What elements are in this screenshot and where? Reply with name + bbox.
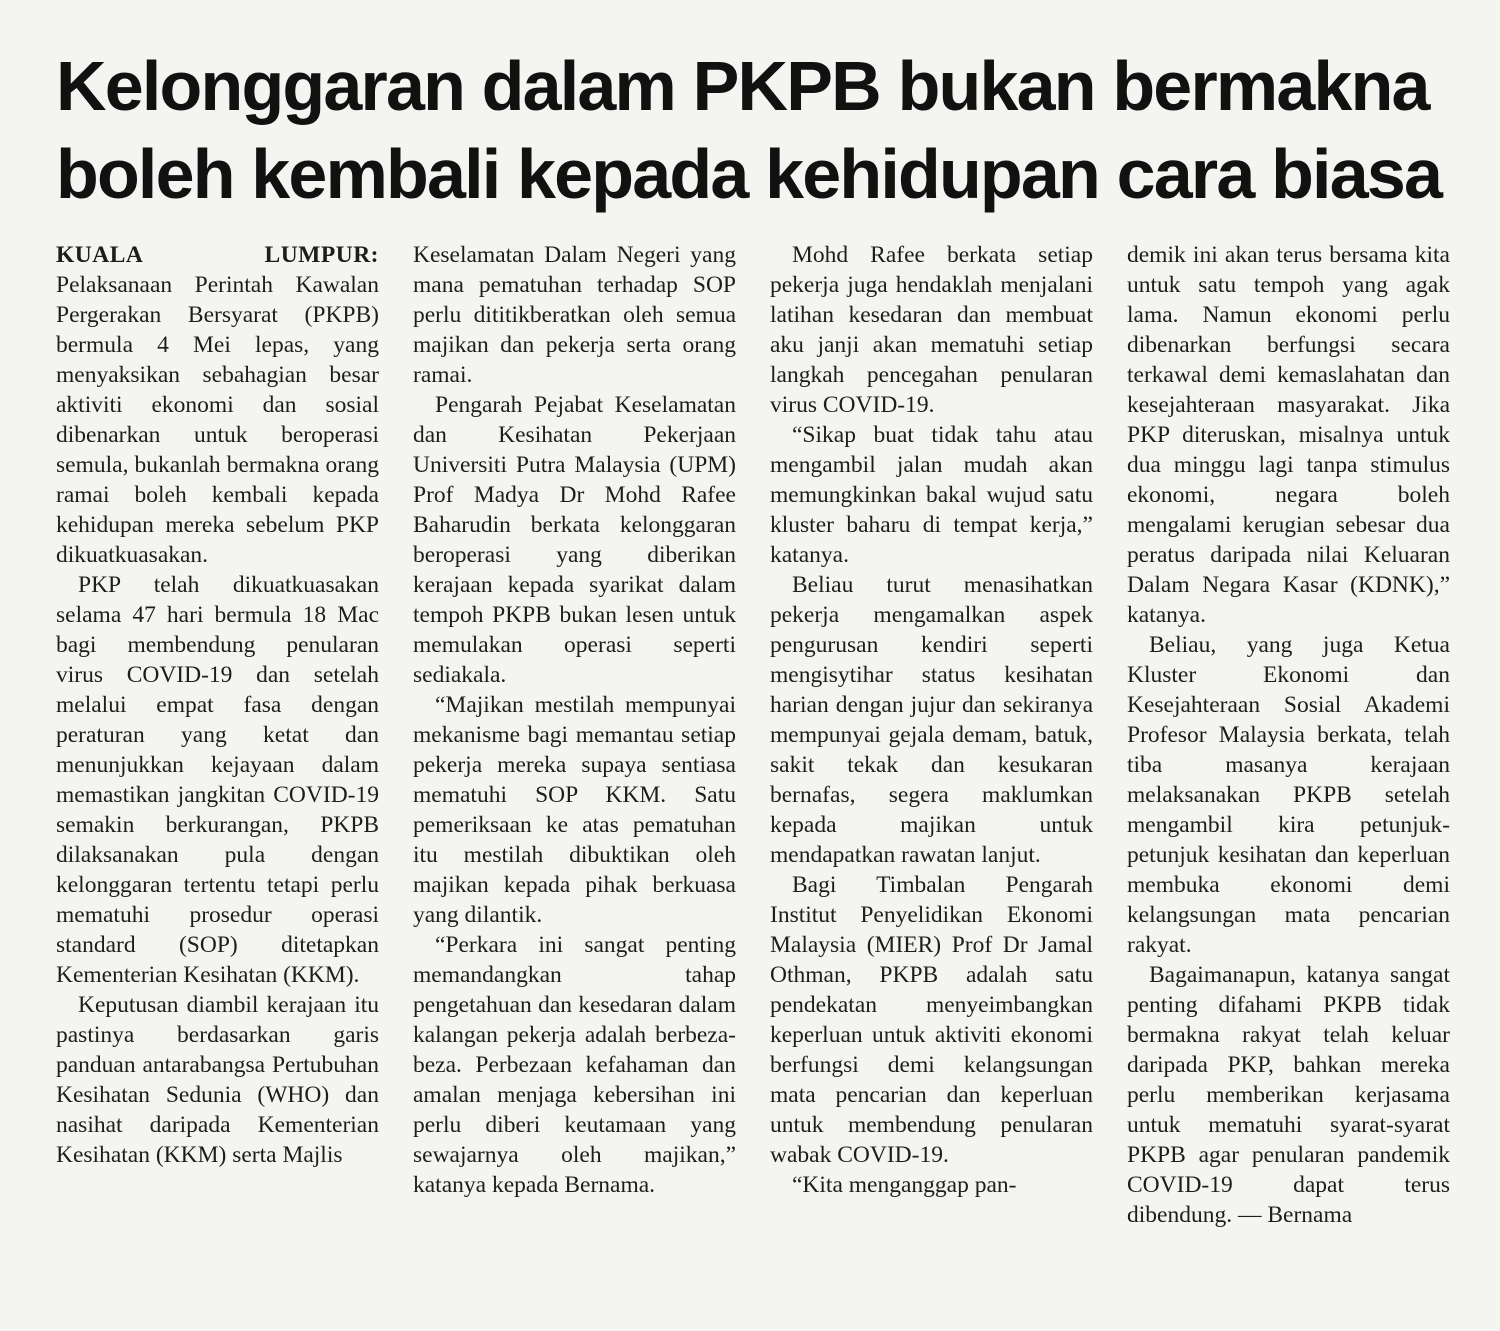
paragraph-8: “Sikap buat tidak tahu atau mengambil jalan mudah akan memungkinkan bakal wujud satu kluster baharu di tempat kerja,” katanya. (770, 422, 1093, 568)
paragraph-6: “Perkara ini sangat penting memandangkan tahap pengetahuan dan kesedaran dalam kalangan pekerja adalah berbeza-beza. Perbezaan kefahaman dan amalan menjaga kebersihan ini perlu diberi keutamaan yang sewajarnya oleh majikan,” katanya kepada Bernama. (413, 932, 736, 1198)
paragraph-4: Pengarah Pejabat Keselamatan dan Kesihatan Pekerjaan Universiti Putra Malaysia (UPM) Prof Madya Dr Mohd Rafee Baharudin berkata kelonggaran beroperasi yang diberikan kerajaan kepada syarikat dalam tempoh PKPB bukan lesen untuk memulakan operasi seperti sediakala. (413, 392, 736, 688)
paragraph-3-continued: Keselamatan Dalam Negeri yang mana pematuhan terhadap SOP perlu dititikberatkan oleh semua majikan dan pekerja serta orang ramai. (413, 242, 736, 388)
column-1 (56, 240, 379, 1290)
column-2 (413, 240, 736, 1290)
paragraph-12: Beliau, yang juga Ketua Kluster Ekonomi dan Kesejahteraan Sosial Akademi Profesor Malaysia berkata, telah tiba masanya kerajaan melaksanakan PKPB setelah mengambil kira petunjuk-petunjuk kesihatan dan keperluan membuka ekonomi demi kelangsungan mata pencarian rakyat. (1127, 632, 1450, 958)
paragraph-3: Keputusan diambil kerajaan itu pastinya berdasarkan garis panduan antarabangsa Pertubuhan Kesihatan Sedunia (WHO) dan nasihat daripada Kementerian Kesihatan (KKM) serta Majlis (56, 992, 379, 1168)
article-body (56, 240, 1450, 1290)
paragraph-11-continued: demik ini akan terus bersama kita untuk satu tempoh yang agak lama. Namun ekonomi perlu dibenarkan berfungsi secara terkawal demi kemaslahatan dan kesejahteraan masyarakat. Jika PKP diteruskan, misalnya untuk dua minggu lagi tanpa stimulus ekonomi, negara boleh mengalami kerugian sebesar dua peratus daripada nilai Keluaran Dalam Negara Kasar (KDNK),” katanya. (1127, 242, 1450, 628)
headline-line-2: boleh kembali kepada kehidupan cara biasa (56, 135, 1442, 213)
headline (56, 42, 1444, 218)
headline-line-1: Kelonggaran dalam PKPB bukan bermakna (56, 47, 1429, 125)
column-3 (770, 240, 1093, 1290)
column-4 (1127, 240, 1450, 1290)
paragraph-11: “Kita menganggap pan- (792, 1172, 1017, 1198)
dateline: KUALA LUMPUR: (56, 242, 379, 268)
paragraph-13: Bagaimanapun, katanya sangat penting difahami PKPB tidak bermakna rakyat telah keluar daripada PKP, bahkan mereka perlu memberikan kerjasama untuk mematuhi syarat-syarat PKPB agar penularan pandemik COVID-19 dapat terus dibendung. — Bernama (1127, 962, 1450, 1228)
paragraph-9: Beliau turut menasihatkan pekerja mengamalkan aspek pengurusan kendiri seperti mengisytihar status kesihatan harian dengan jujur dan sekiranya mempunyai gejala demam, batuk, sakit tekak dan kesukaran bernafas, segera maklumkan kepada majikan untuk mendapatkan rawatan lanjut. (770, 572, 1093, 868)
paragraph-2: PKP telah dikuatkuasakan selama 47 hari bermula 18 Mac bagi membendung penularan virus COVID-19 dan setelah melalui empat fasa dengan peraturan yang ketat dan menunjukkan kejayaan dalam memastikan jangkitan COVID-19 semakin berkurangan, PKPB dilaksanakan pula dengan kelonggaran tertentu tetapi perlu mematuhi prosedur operasi standard (SOP) ditetapkan Kementerian Kesihatan (KKM). (56, 572, 379, 988)
paragraph-10: Bagi Timbalan Pengarah Institut Penyelidikan Ekonomi Malaysia (MIER) Prof Dr Jamal Othman, PKPB adalah satu pendekatan menyeimbangkan keperluan untuk aktiviti ekonomi berfungsi demi kelangsungan mata pencarian dan keperluan untuk membendung penularan wabak COVID-19. (770, 872, 1093, 1168)
paragraph-1: KUALA LUMPUR: Pelaksanaan Perintah Kawalan Pergerakan Bersyarat (PKPB) bermula 4 Mei lepas, yang menyaksikan sebahagian besar aktiviti ekonomi dan sosial dibenarkan untuk beroperasi semula, bukanlah bermakna orang ramai boleh kembali kepada kehidupan mereka sebelum PKP dikuatkuasakan. (56, 242, 379, 568)
paragraph-5: “Majikan mestilah mempunyai mekanisme bagi memantau setiap pekerja mereka supaya sentiasa mematuhi SOP KKM. Satu pemeriksaan ke atas pematuhan itu mestilah dibuktikan oleh majikan kepada pihak berkuasa yang dilantik. (413, 692, 736, 928)
paragraph-7: Mohd Rafee berkata setiap pekerja juga hendaklah menjalani latihan kesedaran dan membuat aku janji akan mematuhi setiap langkah pencegahan penularan virus COVID-19. (770, 242, 1093, 418)
